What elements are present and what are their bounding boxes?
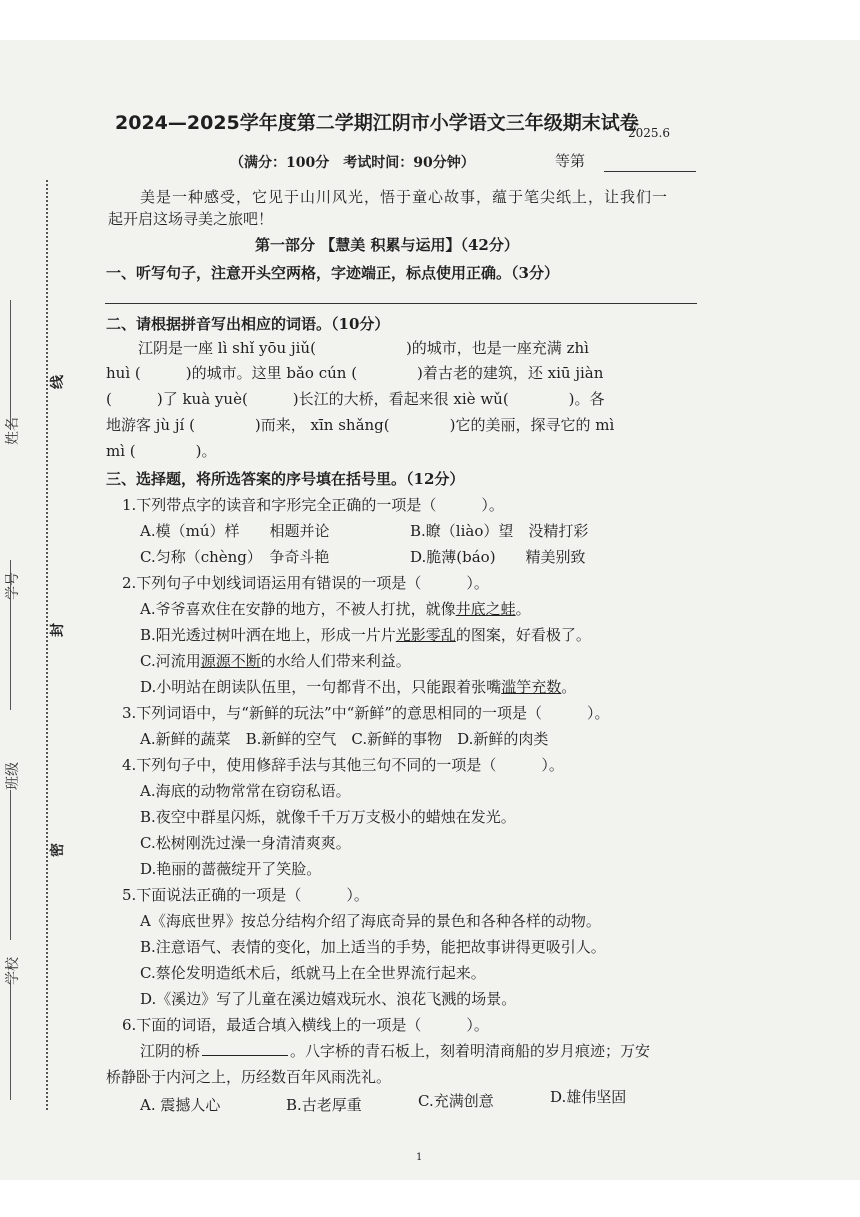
pinyin-line-4: 地游客 jù jí ( )而来， xīn shǎng( )它的美丽，探寻它的 mì xyxy=(106,416,615,434)
q6-passage-line-2: 桥静卧于内河之上，历经数百年风雨洗礼。 xyxy=(106,1068,392,1086)
q5-option-d: D.《溪边》写了儿童在溪边嬉戏玩水、浪花飞溅的场景。 xyxy=(140,990,517,1008)
q6-option-a: A. 震撼人心 xyxy=(140,1096,221,1114)
q4-option-b: B.夜空中群星闪烁，就像千千万万支极小的蜡烛在发光。 xyxy=(140,808,516,826)
q6-option-c: C.充满创意 xyxy=(418,1092,494,1110)
q1-option-a: A.模（mú）样 相题并论 xyxy=(140,522,330,540)
section-1-heading: 一、听写句子，注意开头空两格，字迹端正，标点使用正确。（3分） xyxy=(106,264,559,282)
pinyin-line-3: ( )了 kuà yuè( )长江的大桥，看起来很 xiè wǔ( )。各 xyxy=(106,390,605,408)
q5-option-c: C.蔡伦发明造纸术后，纸就马上在全世界流行起来。 xyxy=(140,964,486,982)
q2-option-c xyxy=(140,650,411,671)
intro-line-1: 美是一种感受，它见于山川风光，悟于童心故事，蕴于笔尖纸上，让我们一 xyxy=(140,188,669,206)
q6-option-d: D.雄伟坚固 xyxy=(550,1088,627,1106)
q6-stem: 6.下面的词语，最适合填入横线上的一项是（ ）。 xyxy=(122,1016,489,1034)
q2-b-text: B.阳光透过树叶洒在地上，形成一片片 xyxy=(140,626,396,644)
q6-passage-rest: 。八字桥的青石板上，刻着明清商船的岁月痕迹；万安 xyxy=(290,1042,651,1060)
pinyin-line-2: huì ( )的城市。这里 bǎo cún ( )着古老的建筑，还 xiū jiàn xyxy=(106,364,604,382)
exam-date: 2025.6 xyxy=(628,126,670,140)
section-3-heading: 三、选择题，将所选答案的序号填在括号里。（12分） xyxy=(106,470,465,488)
q4-option-a: A.海底的动物常常在窃窃私语。 xyxy=(140,782,351,800)
q4-stem: 4.下列句子中，使用修辞手法与其他三句不同的一项是（ ）。 xyxy=(122,756,564,774)
q6-option-b: B.古老厚重 xyxy=(286,1096,362,1114)
q2-option-b xyxy=(140,624,591,645)
number-label: 学号 xyxy=(5,572,21,600)
pinyin-line-5: mì ( )。 xyxy=(106,442,217,460)
exam-title: 2024—2025学年度第二学期江阴市小学语文三年级期末试卷 xyxy=(115,112,639,134)
q2-stem: 2.下列句子中划线词语运用有错误的一项是（ ）。 xyxy=(122,574,489,592)
section-2-heading: 二、请根据拼音写出相应的词语。（10分） xyxy=(106,315,390,333)
seal-dotted-line xyxy=(46,180,48,1110)
q2-a-underlined: 井底之蛙 xyxy=(455,600,516,618)
q2-d-underlined: 滥竽充数 xyxy=(501,678,562,696)
q1-option-d: D.脆薄(báo) 精美别致 xyxy=(410,548,586,566)
q1-stem: 1.下列带点字的读音和字形完全正确的一项是（ ）。 xyxy=(122,496,504,514)
q6-passage-line-1 xyxy=(140,1040,650,1061)
seal-mark-seal: 封 xyxy=(50,623,66,637)
q2-d-end: 。 xyxy=(561,678,577,696)
q3-options: A.新鲜的蔬菜 B.新鲜的空气 C.新鲜的事物 D.新鲜的肉类 xyxy=(140,730,549,748)
school-label: 学校 xyxy=(5,957,21,985)
pinyin-line-1: 江阴是一座 lì shǐ yōu jiǔ( )的城市，也是一座充满 zhì xyxy=(138,339,589,357)
q2-option-a xyxy=(140,598,531,619)
q5-option-a: A《海底世界》按总分结构介绍了海底奇异的景色和各种各样的动物。 xyxy=(140,912,601,930)
school-line xyxy=(10,980,11,1100)
dictation-answer-line[interactable] xyxy=(105,303,697,304)
name-line xyxy=(10,300,11,430)
q4-option-d: D.艳丽的蔷薇绽开了笑脸。 xyxy=(140,860,322,878)
grade-label: 等第 xyxy=(555,152,586,170)
q2-c-end: 的水给人们带来利益。 xyxy=(260,652,411,670)
q2-b-end: 的图案，好看极了。 xyxy=(455,626,591,644)
q2-c-underlined: 源源不断 xyxy=(200,652,261,670)
part1-title: 第一部分 【慧美 积累与运用】（42分） xyxy=(255,236,519,254)
binding-margin xyxy=(0,40,60,1180)
q5-option-b: B.注意语气、表情的变化，加上适当的手势，能把故事讲得更吸引人。 xyxy=(140,938,606,956)
class-label: 班级 xyxy=(5,762,21,790)
exam-subtitle: （满分：100分 考试时间：90分钟） xyxy=(230,155,475,171)
q2-c-text: C.河流用 xyxy=(140,652,201,670)
q4-option-c: C.松树刚洗过澡一身清清爽爽。 xyxy=(140,834,351,852)
class-line xyxy=(10,790,11,940)
q2-option-d xyxy=(140,676,576,697)
q6-blank[interactable] xyxy=(202,1055,288,1056)
q1-option-c: C.匀称（chèng） 争奇斗艳 xyxy=(140,548,330,566)
intro-line-2: 起开启这场寻美之旅吧！ xyxy=(108,210,274,228)
q2-d-text: D.小明站在朗读队伍里，一句都背不出，只能跟着张嘴 xyxy=(140,678,502,696)
seal-mark-secret: 密 xyxy=(50,843,66,857)
q1-option-b: B.瞭（liào）望 没精打彩 xyxy=(410,522,589,540)
q2-a-text: A.爷爷喜欢住在安静的地方，不被人打扰，就像 xyxy=(140,600,456,618)
grade-field[interactable] xyxy=(604,171,696,172)
q2-b-underlined: 光影零乱 xyxy=(395,626,456,644)
seal-mark-line: 线 xyxy=(50,375,66,389)
q2-a-end: 。 xyxy=(515,600,531,618)
q5-stem: 5.下面说法正确的一项是（ ）。 xyxy=(122,886,369,904)
q6-passage-start: 江阴的桥 xyxy=(140,1042,201,1060)
q3-stem: 3.下列词语中，与“新鲜的玩法”中“新鲜”的意思相同的一项是（ ）。 xyxy=(122,704,610,722)
page-number: 1 xyxy=(416,1152,423,1163)
name-label: 姓名 xyxy=(5,417,21,445)
